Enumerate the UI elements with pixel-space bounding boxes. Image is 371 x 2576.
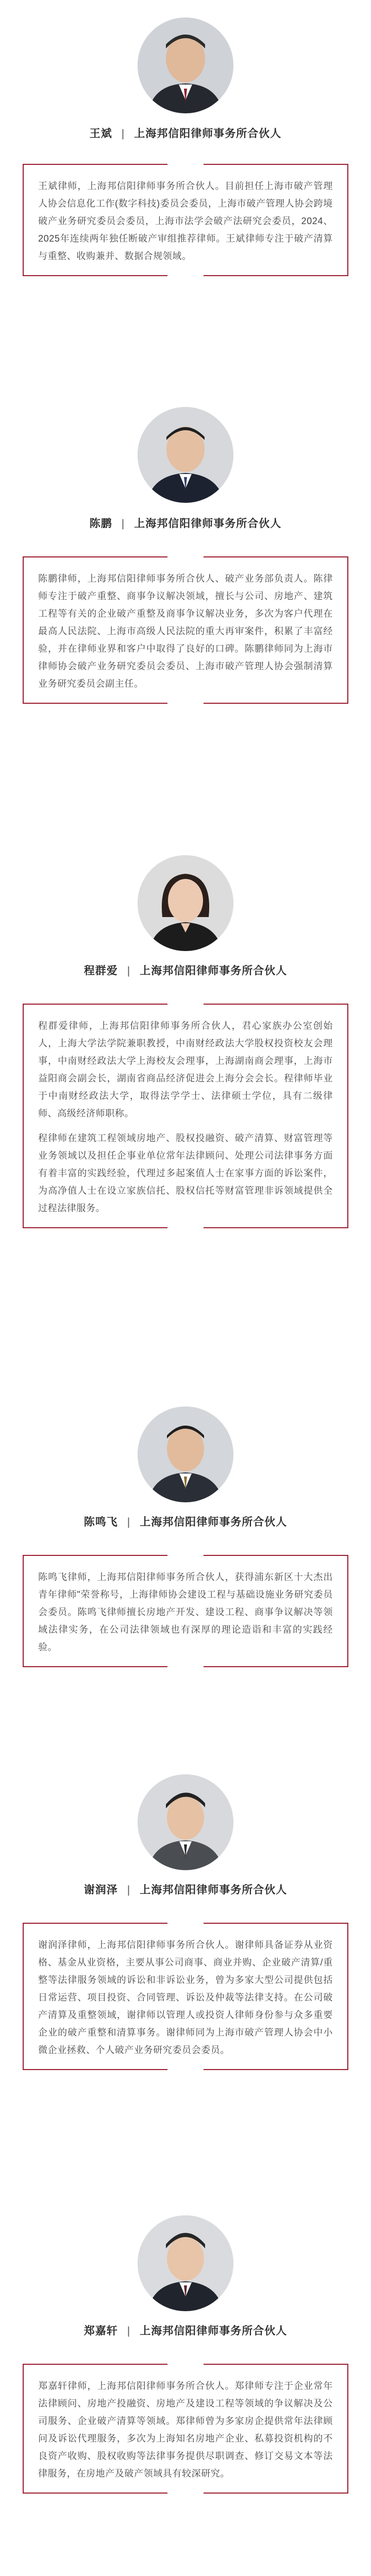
separator: | — [121, 128, 125, 140]
lawyer-title: 上海邦信阳律师事务所合伙人 — [140, 965, 288, 977]
name-title-line — [0, 962, 371, 978]
avatar — [138, 407, 233, 503]
bio-paragraph: 程群爱律师，上海邦信阳律师事务所合伙人，君心家族办公室创始人，上海大学法学院兼职教授，中南财经政法大学股权投资校友会理事，中南财经政法大学上海校友会理事，上海湖南商会理事，上海市益阳商会副会长，湖南省商品经济促进会上海分会会长。程律师毕业于中南财经政法大学，取得法学学士、法律硕士学位，具有二级律师、高级经济师职称。 — [38, 1021, 333, 1118]
separator: | — [127, 965, 131, 977]
lawyer-title: 上海邦信阳律师事务所合伙人 — [140, 1884, 288, 1896]
separator: | — [127, 1884, 131, 1896]
bio-paragraph: 谢润泽律师，上海邦信阳律师事务所合伙人。谢律师具备证券从业资格、基金从业资格，主要从事公司商事、商业并购、企业破产清算/重整等法律服务领域的诉讼和非诉讼业务，曾为多家大型公司提供包括日常运营、项目投资、合同管理、诉讼及仲裁等法律支持。在公司破产清算及重整领域，谢律师以管理人或投资人律师身份参与众多重要企业的破产重整和清算事务。谢律师同为上海市破产管理人协会中小微企业拯救、个人破产业务研究委员会委员。 — [38, 1940, 333, 2055]
bio-paragraph: 王斌律师，上海邦信阳律师事务所合伙人。目前担任上海市破产管理人协会信息化工作(数字科技)委员会委员，上海市破产管理人协会跨境破产业务研究委员会委员，上海市法学会破产法研究会委员，2024、2025年连续两年独任断破产审组推荐律师。王斌律师专注于破产清算与重整、收购兼并、数据合规领域。 — [38, 181, 333, 261]
avatar — [138, 18, 233, 113]
lawyer-name: 陈鸣飞 — [83, 1516, 118, 1528]
separator: | — [127, 2325, 131, 2337]
separator: | — [121, 518, 125, 530]
name-title-line — [0, 125, 371, 141]
bio-paragraph: 陈鸣飞律师，上海邦信阳律师事务所合伙人，获得浦东新区十大杰出青年律师"荣誉称号，上海律师协会建设工程与基础设施业务研究委员会委员。陈鸣飞律师擅长房地产开发、建设工程、商事争议解决等领域法律实务，在公司法律领域也有深厚的理论造诣和丰富的实践经验。 — [38, 1572, 333, 1652]
lawyer-title: 上海邦信阳律师事务所合伙人 — [140, 2325, 288, 2337]
name-title-line — [0, 2323, 371, 2338]
lawyer-title: 上海邦信阳律师事务所合伙人 — [140, 1516, 288, 1528]
bio-box — [23, 1923, 348, 2070]
lawyer-name: 郑嘉轩 — [83, 2325, 118, 2337]
bio-box — [23, 1555, 348, 1667]
lawyer-name: 程群爱 — [83, 965, 118, 977]
avatar — [138, 2215, 233, 2311]
avatar — [138, 1774, 233, 1870]
bio-box — [23, 1004, 348, 1228]
bio-paragraph: 程律师在建筑工程领域房地产、股权投融资、破产清算、财富管理等业务领域以及担任企事业单位常年法律顾问、处理公司法律事务方面有着丰富的实践经验，代理过多起案值人士在家事方面的诉讼案件，为高净值人士在设立家族信托、股权信托等财富管理非诉领域提供全过程法律服务。 — [38, 1133, 333, 1213]
bio-paragraph: 郑嘉轩律师，上海邦信阳律师事务所合伙人。郑律师专注于企业常年法律顾问、房地产投融资、房地产及建设工程等领域的争议解决及公司服务、企业破产清算等领域。郑律师曾为多家房企提供常年法律顾问及诉讼代理服务，多次为上海知名房地产企业、私募投资机构的不良资产收购、股权收购等法律事务提供尽职调查、修订交易文本等法律服务，在房地产及破产领域具有较深研究。 — [38, 2381, 333, 2479]
lawyer-name: 陈鹏 — [89, 518, 112, 530]
bio-paragraph: 陈鹏律师，上海邦信阳律师事务所合伙人、破产业务部负责人。陈律师专注于破产重整、商事争议解决领域，擅长与公司、房地产、建筑工程等有关的企业破产重整及商事争议解决业务，多次为客户代理在最高人民法院、上海市高级人民法院的重大再审案件，积累了丰富经验，并在律师业界和客户中取得了良好的口碑。陈鹏律师同为上海市律师协会破产业务研究委员会委员、上海市破产管理人协会强制清算业务研究委员会副主任。 — [38, 573, 333, 689]
bio-box — [23, 164, 348, 276]
separator: | — [127, 1516, 131, 1528]
name-title-line — [0, 1882, 371, 1897]
avatar — [138, 855, 233, 951]
lawyer-title: 上海邦信阳律师事务所合伙人 — [134, 518, 282, 530]
lawyer-name: 王斌 — [89, 128, 112, 140]
bio-box — [23, 556, 348, 704]
bio-box — [23, 2364, 348, 2494]
lawyer-title: 上海邦信阳律师事务所合伙人 — [134, 128, 282, 140]
avatar — [138, 1406, 233, 1502]
lawyer-name: 谢润泽 — [83, 1884, 118, 1896]
name-title-line — [0, 515, 371, 531]
name-title-line — [0, 1514, 371, 1529]
